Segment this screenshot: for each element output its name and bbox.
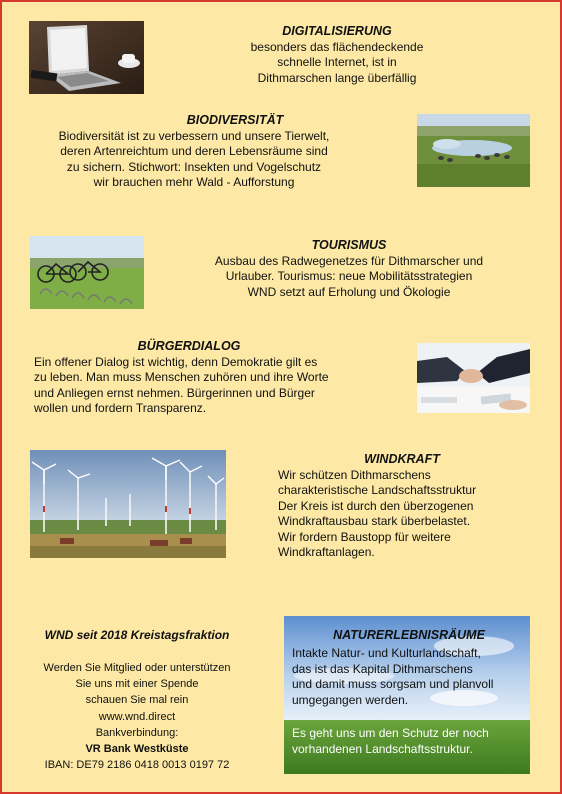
biodiversitaet-line: deren Artenreichtum und deren Lebensräume sind (60, 144, 328, 158)
windkraft-line: charakteristische Landschaftsstruktur (278, 483, 477, 497)
naturerlebnis-text (292, 646, 526, 708)
windkraft-title: WINDKRAFT (364, 452, 440, 466)
buergerdialog-line: Ein offener Dialog ist wichtig, denn Demokratie gilt es (34, 354, 318, 369)
biodiversitaet-line: zu sichern. Stichwort: Insekten und Vogelschutz (66, 159, 322, 174)
digitalisierung-section (212, 24, 462, 86)
biodiversitaet-section (36, 113, 352, 191)
contact-line: schauen Sie mal rein (85, 694, 189, 707)
windkraft-line: Der Kreis ist durch den überzogenen (278, 498, 474, 513)
naturerlebnis-line: umgegangen werden. (292, 692, 409, 707)
naturerlebnis-title: NATURERLEBNISRÄUME (333, 628, 485, 642)
contact-line: Sie uns mit einer Spende (75, 678, 199, 691)
naturerlebnis-line: vorhandenen Landschaftsstruktur. (292, 741, 473, 756)
naturerlebnis-line: das ist das Kapital Dithmarschens (292, 661, 473, 676)
bank-name: VR Bank Westküste (85, 743, 189, 756)
buergerdialog-line: zu leben. Man muss Menschen zuhören und ihre Worte (34, 370, 329, 384)
windkraft-line: Wir fordern Baustopp für weitere (278, 529, 451, 544)
tourismus-line: Ausbau des Radwegenetzes für Dithmarscher und (214, 253, 484, 268)
biodiversitaet-line: wir brauchen mehr Wald - Aufforstung (93, 175, 295, 189)
digitalisierung-line: schnelle Internet, ist in (277, 55, 397, 69)
laptop-photo (29, 21, 144, 94)
windkraft-section (278, 452, 508, 561)
naturerlebnis-text-white (292, 726, 526, 757)
naturerlebnis-line: und damit muss sorgsam und planvoll (292, 677, 494, 691)
buergerdialog-section (34, 339, 370, 417)
windkraft-line: Windkraftanlagen. (278, 545, 375, 559)
naturerlebnis-line: Intakte Natur- und Kulturlandschaft, (292, 646, 481, 660)
contact-line: Werden Sie Mitglied oder unterstützen (43, 662, 231, 674)
buergerdialog-title: BÜRGERDIALOG (137, 339, 241, 353)
iban: IBAN: DE79 2186 0418 0013 0197 72 (44, 759, 230, 772)
handshake-photo (417, 343, 530, 413)
tourismus-line: WND setzt auf Erholung und Ökologie (247, 284, 451, 299)
tourismus-section (196, 238, 502, 300)
contact-block (22, 660, 252, 773)
tourismus-title: TOURISMUS (311, 238, 387, 252)
wnd-title: WND seit 2018 Kreistagsfraktion (44, 628, 230, 642)
biodiversitaet-line: Biodiversität ist zu verbessern und unsere Tierwelt, (58, 128, 330, 143)
contact-line: Bankverbindung: (95, 726, 179, 739)
tourismus-line: Urlauber. Tourismus: neue Mobilitätsstrategien (225, 269, 473, 283)
windkraft-line: Wir schützen Dithmarschens (278, 467, 431, 482)
wnd-heading-block (22, 628, 252, 644)
digitalisierung-line: besonders das flächendeckende (250, 39, 424, 54)
wetland-birds-photo (417, 114, 530, 187)
digitalisierung-title: DIGITALISIERUNG (282, 24, 392, 38)
website-link[interactable]: www.wnd.direct (98, 710, 176, 723)
naturerlebnis-title-block (290, 628, 528, 644)
bicycles-photo (30, 236, 144, 309)
windkraft-line: Windkraftausbau stark überbelastet. (278, 514, 471, 528)
digitalisierung-line: Dithmarschen lange überfällig (257, 70, 417, 85)
buergerdialog-line: wollen und fordern Transparenz. (34, 401, 207, 415)
naturerlebnis-line: Es geht uns um den Schutz der noch (292, 726, 489, 740)
buergerdialog-line: und Anliegen ernst nehmen. Bürgerinnen und Bürger (34, 385, 315, 400)
biodiversitaet-title: BIODIVERSITÄT (186, 113, 284, 127)
windfarm-photo (30, 450, 226, 558)
